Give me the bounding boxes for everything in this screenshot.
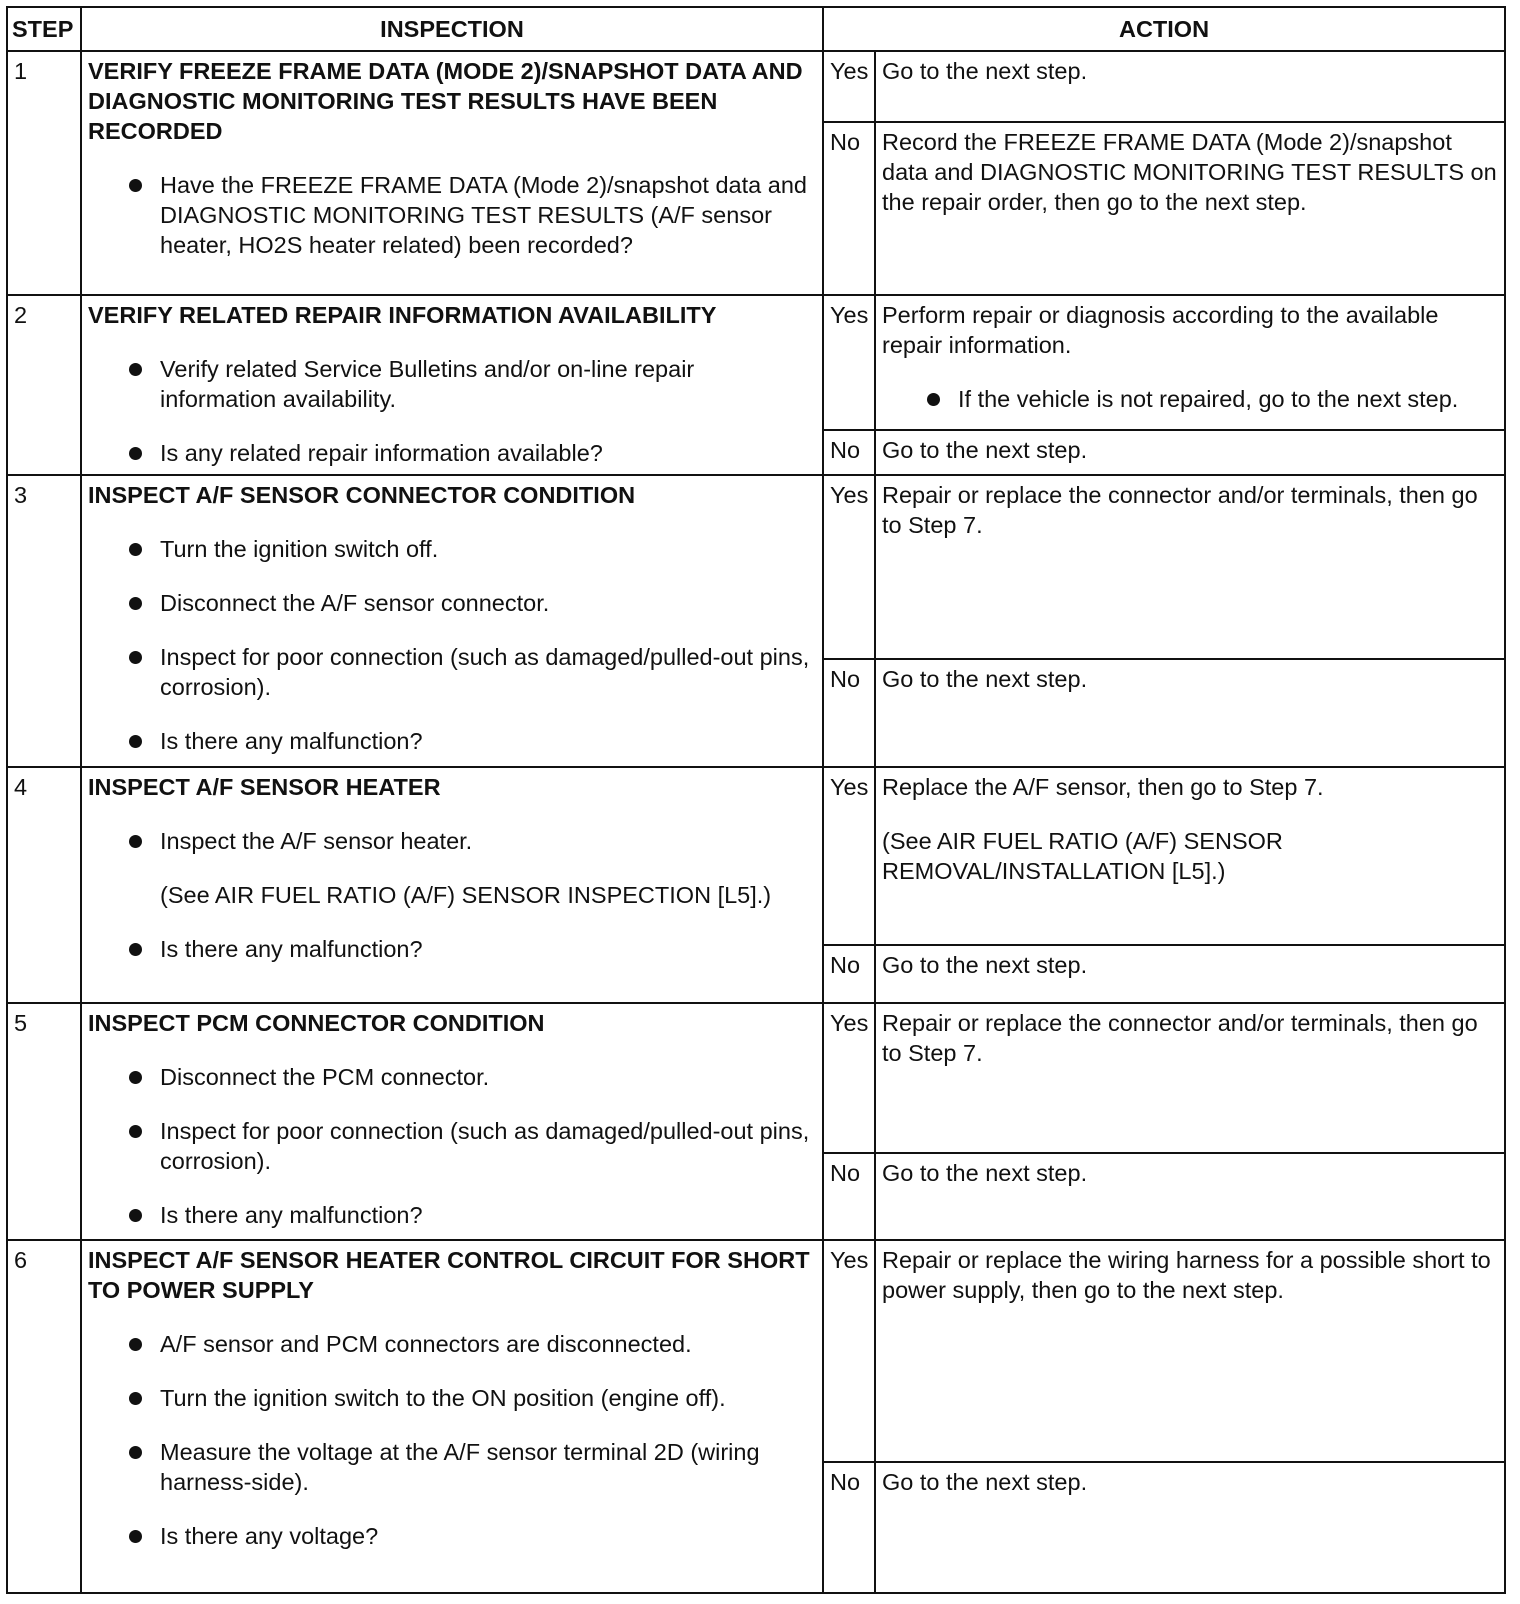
inspection-cell: [81, 767, 823, 1003]
bullet-item: Is there any malfunction?: [160, 934, 816, 964]
step-number: 6: [7, 1240, 81, 1593]
bullet-item: Turn the ignition switch off.: [160, 534, 816, 564]
step-title: INSPECT PCM CONNECTOR CONDITION: [88, 1010, 545, 1037]
bullet-item: A/F sensor and PCM connectors are disconnected.: [160, 1329, 816, 1359]
step-title: VERIFY FREEZE FRAME DATA (MODE 2)/SNAPSHOT DATA AND DIAGNOSTIC MONITORING TEST RESULTS HAVE BEEN RECORDED: [88, 58, 803, 144]
reference-note: (See AIR FUEL RATIO (A/F) SENSOR INSPECTION [L5].): [160, 881, 772, 908]
header-row: [7, 7, 1505, 51]
yes-label: Yes: [823, 1240, 875, 1462]
step-row-3-yes: [7, 475, 1505, 659]
bullet-item: Inspect for poor connection (such as damaged/pulled-out pins, corrosion).: [160, 642, 816, 702]
bullet-item: Verify related Service Bulletins and/or on-line repair information availability.: [160, 354, 816, 414]
no-label: No: [823, 1153, 875, 1240]
step-number: 2: [7, 295, 81, 475]
action-text: Go to the next step.: [882, 58, 1088, 84]
yes-action: [875, 475, 1505, 659]
action-bullets: [882, 384, 1498, 414]
action-text: Repair or replace the connector and/or terminals, then go to Step 7.: [882, 1010, 1478, 1067]
bullet-item: Is there any voltage?: [160, 1521, 816, 1551]
action-text: Repair or replace the connector and/or terminals, then go to Step 7.: [882, 482, 1478, 539]
bullet-item: Measure the voltage at the A/F sensor terminal 2D (wiring harness-side).: [160, 1437, 816, 1497]
yes-action: [875, 51, 1505, 122]
no-label: No: [823, 122, 875, 296]
bullet-item: Turn the ignition switch to the ON position (engine off).: [160, 1383, 816, 1413]
no-action: [875, 430, 1505, 475]
inspection-bullets: [88, 170, 816, 260]
bullet-item: Disconnect the A/F sensor connector.: [160, 588, 816, 618]
inspection-cell: [81, 475, 823, 767]
step-row-5-yes: [7, 1003, 1505, 1152]
action-text: Record the FREEZE FRAME DATA (Mode 2)/snapshot data and DIAGNOSTIC MONITORING TEST RESULTS on the repair order, then go to the next step.: [882, 128, 1497, 215]
step-row-2-yes: [7, 295, 1505, 429]
inspection-bullets: [88, 826, 816, 856]
bullet-item: Have the FREEZE FRAME DATA (Mode 2)/snapshot data and DIAGNOSTIC MONITORING TEST RESULTS (A/F sensor heater, HO2S heater related) been recorded?: [160, 170, 816, 260]
step-row-4-yes: [7, 767, 1505, 945]
yes-action: [875, 767, 1505, 945]
bullet-item: Is there any malfunction?: [160, 726, 816, 756]
yes-action: [875, 1003, 1505, 1152]
inspection-header: INSPECTION: [81, 7, 823, 51]
yes-label: Yes: [823, 475, 875, 659]
inspection-cell: [81, 295, 823, 475]
step-number: 3: [7, 475, 81, 767]
bullet-item: If the vehicle is not repaired, go to the next step.: [958, 384, 1498, 414]
action-text: Go to the next step.: [882, 951, 1088, 978]
yes-label: Yes: [823, 1003, 875, 1152]
bullet-item: Is there any malfunction?: [160, 1200, 816, 1230]
step-title: INSPECT A/F SENSOR HEATER: [88, 773, 441, 800]
diagnostic-procedure-table: [6, 6, 1506, 1594]
step-number: 5: [7, 1003, 81, 1239]
action-text: Go to the next step.: [882, 436, 1088, 463]
yes-action: [875, 295, 1505, 429]
step-row-1-yes: [7, 51, 1505, 122]
inspection-cell: [81, 1003, 823, 1239]
inspection-bullets: [88, 354, 816, 468]
bullet-item: Is any related repair information available?: [160, 438, 816, 468]
no-action: [875, 122, 1505, 296]
no-action: [875, 659, 1505, 767]
yes-label: Yes: [823, 295, 875, 429]
no-label: No: [823, 430, 875, 475]
inspection-cell: [81, 51, 823, 295]
bullet-item: Inspect for poor connection (such as damaged/pulled-out pins, corrosion).: [160, 1116, 816, 1176]
inspection-bullets: [88, 1062, 816, 1230]
yes-action: [875, 1240, 1505, 1462]
inspection-bullets: [88, 1329, 816, 1551]
action-text: Perform repair or diagnosis according to the available repair information.: [882, 302, 1439, 359]
action-text: Replace the A/F sensor, then go to Step 7.: [882, 773, 1324, 800]
bullet-item: Inspect the A/F sensor heater.: [160, 826, 816, 856]
no-action: [875, 945, 1505, 1004]
bullet-item: Disconnect the PCM connector.: [160, 1062, 816, 1092]
step-number: 1: [7, 51, 81, 295]
inspection-cell: [81, 1240, 823, 1593]
no-label: No: [823, 945, 875, 1004]
action-header: ACTION: [823, 7, 1505, 51]
step-title: INSPECT A/F SENSOR HEATER CONTROL CIRCUIT FOR SHORT TO POWER SUPPLY: [88, 1246, 810, 1303]
step-title: INSPECT A/F SENSOR CONNECTOR CONDITION: [88, 482, 636, 509]
step-title: VERIFY RELATED REPAIR INFORMATION AVAILABILITY: [88, 302, 717, 329]
action-text: Repair or replace the wiring harness for a possible short to power supply, then go to the next step.: [882, 1246, 1491, 1303]
yes-label: Yes: [823, 767, 875, 945]
action-text: Go to the next step.: [882, 665, 1088, 692]
inspection-bullets: [88, 534, 816, 756]
step-row-6-yes: [7, 1240, 1505, 1462]
step-number: 4: [7, 767, 81, 1003]
inspection-bullets: [88, 934, 816, 964]
no-label: No: [823, 1462, 875, 1593]
no-action: [875, 1153, 1505, 1240]
action-text: Go to the next step.: [882, 1468, 1088, 1495]
step-header: STEP: [7, 7, 81, 51]
no-label: No: [823, 659, 875, 767]
no-action: [875, 1462, 1505, 1593]
reference-note: (See AIR FUEL RATIO (A/F) SENSOR REMOVAL/INSTALLATION [L5].): [882, 827, 1283, 884]
yes-label: Yes: [823, 51, 875, 122]
action-text: Go to the next step.: [882, 1159, 1088, 1186]
